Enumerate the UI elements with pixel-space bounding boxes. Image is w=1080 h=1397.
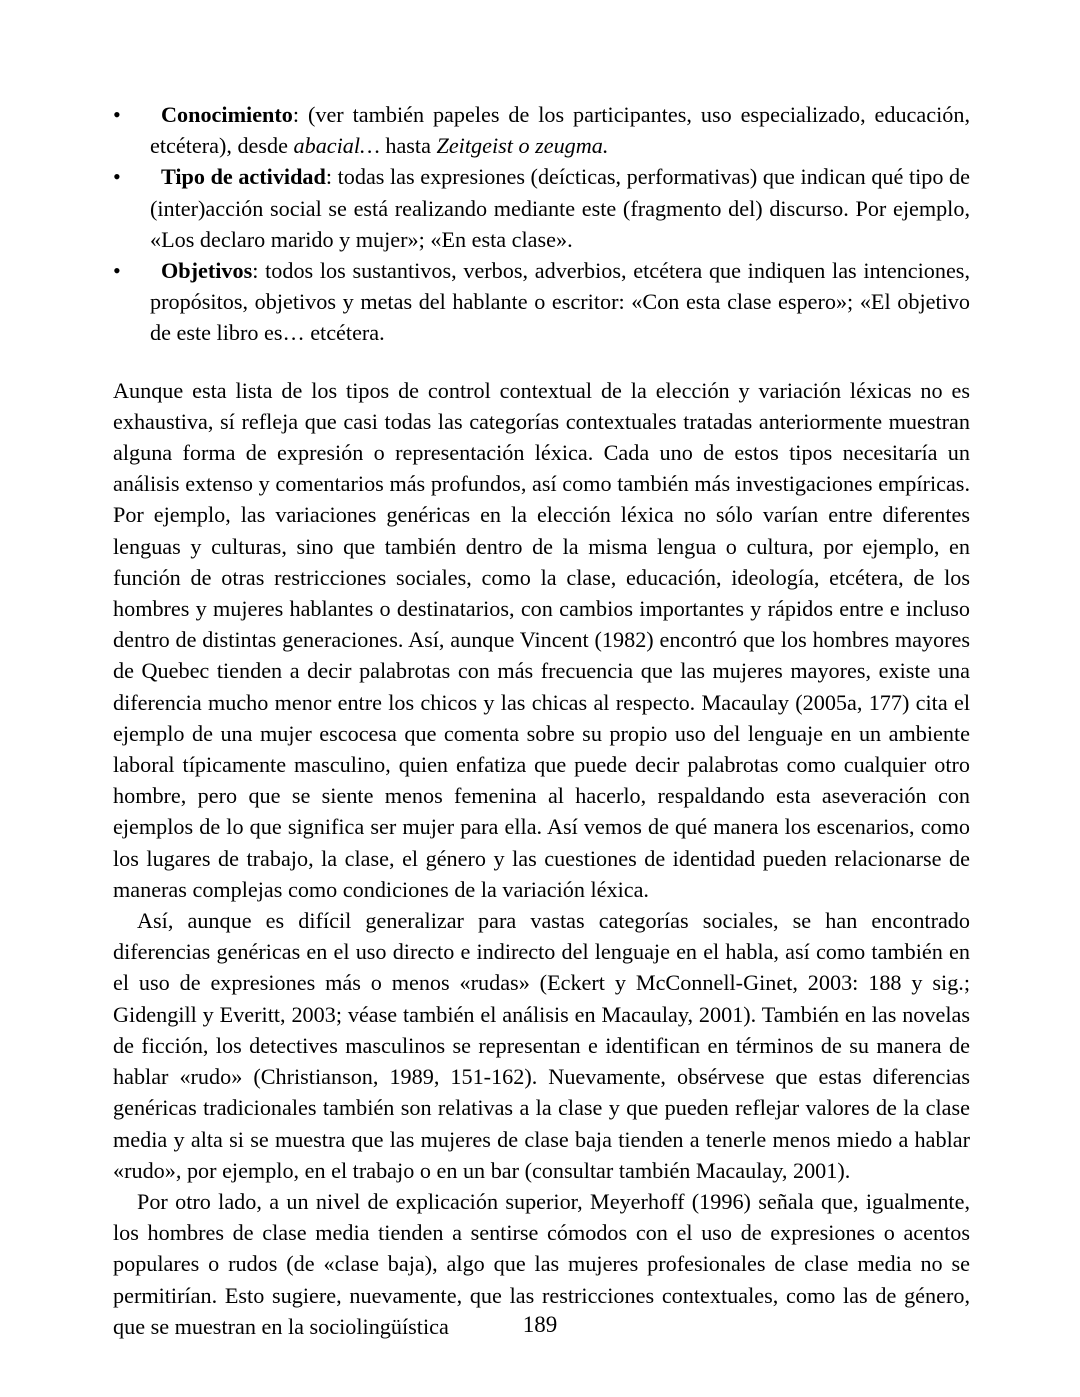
list-item xyxy=(113,161,970,255)
bullet-list xyxy=(113,99,970,349)
list-item-body-2: hasta xyxy=(379,133,437,159)
page-number: 189 xyxy=(522,1312,558,1337)
bullet-point-icon: • xyxy=(113,102,121,127)
list-item-term: Tipo de actividad xyxy=(161,164,326,190)
paragraph: Así, aunque es difícil generalizar para vastas categorías sociales, se han encontrado diferencias genéricas en el uso directo e indirecto del lenguaje en el habla, así como también en el uso de expresiones más o menos «rudas» (Eckert y McConnell-Ginet, 2003: 188 y sig.; Gidengill y Everitt, 2003; véase también el análisis en Macaulay, 2001). También en las novelas de ficción, los detectives masculinos se representan e identifican en términos de su manera de hablar «rudo» (Christianson, 1989, 151-162). Nuevamente, obsérvese que estas diferencias genéricas tradicionales también son relativas a la clase y que pueden reflejar valores de la clase media y alta si se muestra que las mujeres de clase baja tienden a tenerle menos miedo a hablar «rudo», por ejemplo, en el trabajo o en un bar (consultar también Macaulay, 2001). xyxy=(113,908,970,1183)
list-item-italic-2: Zeitgeist o zeugma. xyxy=(436,133,609,159)
text-column xyxy=(113,99,970,1342)
list-item xyxy=(113,255,970,349)
list-item-body-1: todas las expresiones (deícticas, performativas) que indican qué tipo de (inter)acción social se está realizando mediante este (fragmento del) discurso. Por ejemplo, «Los declaro marido y mujer»; «En esta clase». xyxy=(150,164,970,252)
bullet-point-icon: • xyxy=(113,258,121,284)
list-item xyxy=(113,99,970,161)
list-item-term: Conocimiento xyxy=(161,102,293,127)
list-item-text xyxy=(150,255,970,349)
list-item-separator: : xyxy=(292,102,308,127)
list-item-separator: : xyxy=(252,258,266,284)
bullet-point-icon: • xyxy=(113,164,121,190)
paragraph: Por otro lado, a un nivel de explicación superior, Meyerhoff (1996) señala que, igualmente, los hombres de clase media tienden a sentirse cómodos con el uso de expresiones o acentos populares o rudos (de «clase baja), algo que las mujeres profesionales de clase media no se permitirían. Esto sugiere, nuevamente, que las restricciones contextuales, como las de género, que se muestran en la sociolingüística xyxy=(113,1188,970,1339)
list-item-text xyxy=(150,161,970,255)
list-item-term: Objetivos xyxy=(161,258,253,284)
paragraph: Aunque esta lista de los tipos de control contextual de la elección y variación léxicas no es exhaustiva, sí refleja que casi todas las categorías contextuales tratadas anteriormente muestran alguna forma de expresión o representación léxica. Cada uno de estos tipos necesitaría un análisis extenso y comentarios más profundos, así como también más investigaciones empíricas. Por ejemplo, las variaciones genéricas en la elección léxica no sólo varían entre diferentes lenguas y culturas, sino que también dentro de la misma lengua o cultura, por ejemplo, en función de otras restricciones sociales, como la clase, educación, ideología, etcétera, de los hombres y mujeres hablantes o destinatarios, con cambios importantes y rápidos entre e incluso dentro de distintas generaciones. Así, aunque Vincent (1982) encontró que los hombres mayores de Quebec tienden a decir palabrotas con más frecuencia que las mujeres mayores, existe una diferencia mucho menor entre los chicos y las chicas al respecto. Macaulay (2005a, 177) cita el ejemplo de una mujer escocesa que comenta sobre su propio uso del lenguaje en un ambiente laboral típicamente masculino, quien enfatiza que puede decir palabrotas como cualquier otro hombre, pero que se siente menos femenina al hacerlo, respaldando esta aseveración con ejemplos de lo que significa ser mujer para ella. Así vemos de qué manera los escenarios, como los lugares de trabajo, la clase, el género y las cuestiones de identidad pueden relacionarse de maneras complejas como condiciones de la variación léxica. xyxy=(113,377,970,902)
body-text-block xyxy=(113,375,970,1342)
list-item-body-1: (ver también papeles de los participantes, uso especializado, educación, etcétera), desde xyxy=(150,102,971,159)
list-item-italic-1: abacial… xyxy=(293,133,380,159)
list-item-text xyxy=(150,99,970,161)
list-item-separator: : xyxy=(325,164,338,190)
list-item-body-1: todos los sustantivos, verbos, adverbios, etcétera que indiquen las intenciones, propósitos, objetivos y metas del hablante o escritor: «Con esta clase espero»; «El objetivo de este libro es… etcétera. xyxy=(150,258,970,346)
